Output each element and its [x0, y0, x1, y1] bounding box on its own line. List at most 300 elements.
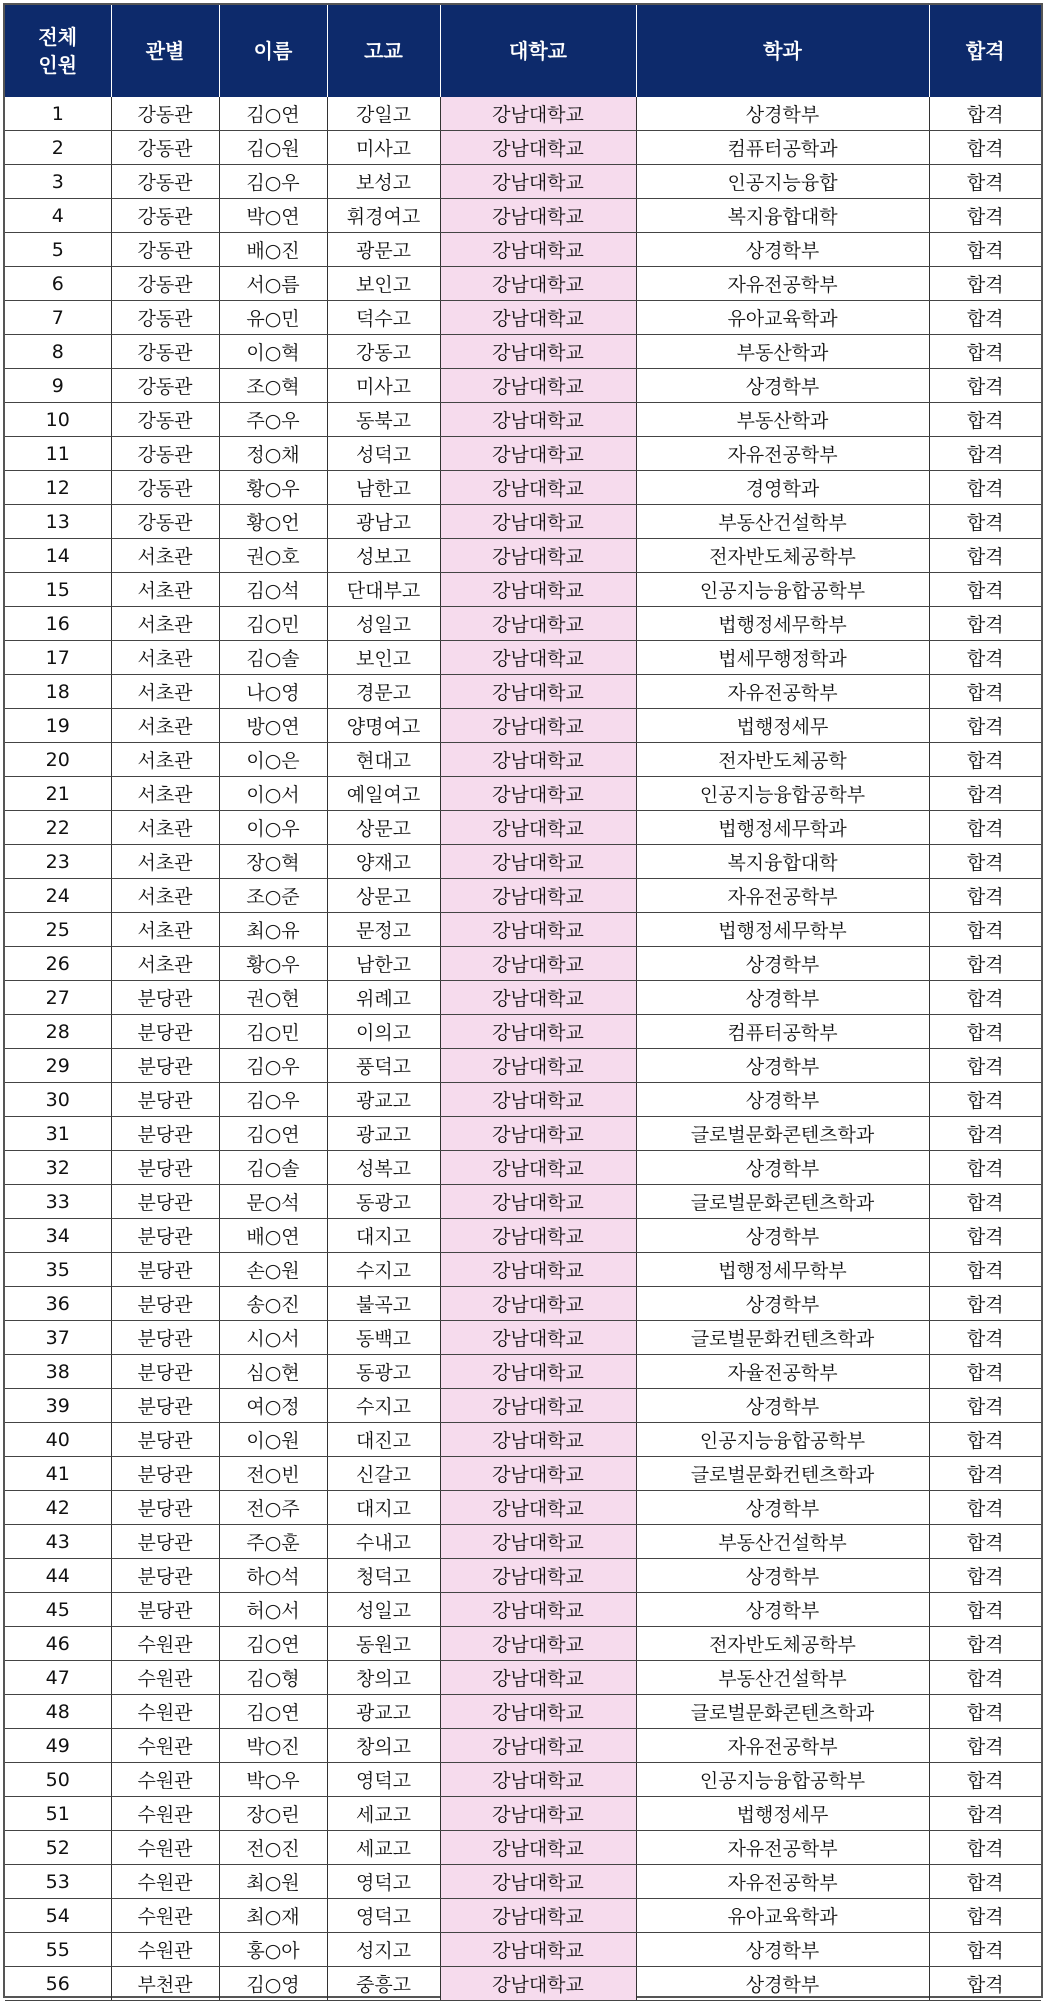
row-number: 51	[5, 1797, 111, 1831]
row-number: 33	[5, 1185, 111, 1219]
student-name: 주○훈	[219, 1525, 327, 1559]
student-name: 배○연	[219, 1219, 327, 1253]
department-cell: 상경학부	[636, 1491, 929, 1525]
result-cell: 합격	[929, 1627, 1041, 1661]
department-cell: 상경학부	[636, 1967, 929, 2001]
row-number: 46	[5, 1627, 111, 1661]
student-name: 조○혁	[219, 369, 327, 403]
student-name: 김○연	[219, 1627, 327, 1661]
high-school-cell: 동광고	[327, 1355, 440, 1389]
row-number: 41	[5, 1457, 111, 1491]
student-name: 이○서	[219, 777, 327, 811]
result-cell: 합격	[929, 1355, 1041, 1389]
high-school-cell: 수지고	[327, 1253, 440, 1287]
high-school-cell: 양명여고	[327, 709, 440, 743]
student-name: 이○우	[219, 811, 327, 845]
table-row	[5, 1219, 1041, 1253]
university-cell: 강남대학교	[440, 1627, 636, 1661]
high-school-cell: 동원고	[327, 1627, 440, 1661]
row-number: 34	[5, 1219, 111, 1253]
university-cell: 강남대학교	[440, 1933, 636, 1967]
department-cell: 글로벌문화콘텐츠학과	[636, 1117, 929, 1151]
table-row	[5, 1729, 1041, 1763]
branch-cell: 강동관	[111, 301, 219, 335]
university-cell: 강남대학교	[440, 437, 636, 471]
table-row	[5, 1287, 1041, 1321]
branch-cell: 서초관	[111, 811, 219, 845]
row-number: 3	[5, 165, 111, 199]
branch-cell: 강동관	[111, 267, 219, 301]
branch-cell: 분당관	[111, 1355, 219, 1389]
result-cell: 합격	[929, 233, 1041, 267]
table-row	[5, 1933, 1041, 1967]
student-name: 주○우	[219, 403, 327, 437]
department-cell: 자유전공학부	[636, 879, 929, 913]
table-header	[5, 5, 1041, 97]
table-row	[5, 879, 1041, 913]
student-name: 송○진	[219, 1287, 327, 1321]
branch-cell: 서초관	[111, 777, 219, 811]
branch-cell: 분당관	[111, 1049, 219, 1083]
result-cell: 합격	[929, 1559, 1041, 1593]
branch-cell: 분당관	[111, 1593, 219, 1627]
department-cell: 자유전공학부	[636, 675, 929, 709]
result-cell: 합격	[929, 1491, 1041, 1525]
department-cell: 법행정세무학부	[636, 1253, 929, 1287]
university-cell: 강남대학교	[440, 1389, 636, 1423]
high-school-cell: 광남고	[327, 505, 440, 539]
result-cell: 합격	[929, 777, 1041, 811]
result-cell: 합격	[929, 1797, 1041, 1831]
branch-cell: 서초관	[111, 879, 219, 913]
university-cell: 강남대학교	[440, 947, 636, 981]
high-school-cell: 동북고	[327, 403, 440, 437]
result-cell: 합격	[929, 1253, 1041, 1287]
high-school-cell: 덕수고	[327, 301, 440, 335]
result-cell: 합격	[929, 505, 1041, 539]
high-school-cell: 불곡고	[327, 1287, 440, 1321]
university-cell: 강남대학교	[440, 539, 636, 573]
high-school-cell: 성일고	[327, 607, 440, 641]
high-school-cell: 광문고	[327, 233, 440, 267]
branch-cell: 분당관	[111, 1253, 219, 1287]
result-cell: 합격	[929, 1219, 1041, 1253]
row-number: 6	[5, 267, 111, 301]
result-cell: 합격	[929, 97, 1041, 131]
row-number: 53	[5, 1865, 111, 1899]
high-school-cell: 대진고	[327, 1423, 440, 1457]
table-row	[5, 505, 1041, 539]
branch-cell: 수원관	[111, 1729, 219, 1763]
department-cell: 글로벌문화컨텐츠학과	[636, 1321, 929, 1355]
university-cell: 강남대학교	[440, 675, 636, 709]
high-school-cell: 세교고	[327, 1797, 440, 1831]
table-row	[5, 437, 1041, 471]
row-number: 26	[5, 947, 111, 981]
row-number: 28	[5, 1015, 111, 1049]
university-cell: 강남대학교	[440, 1049, 636, 1083]
department-cell: 자유전공학부	[636, 1865, 929, 1899]
result-cell: 합격	[929, 675, 1041, 709]
table-row	[5, 165, 1041, 199]
table-row	[5, 743, 1041, 777]
student-name: 황○우	[219, 471, 327, 505]
branch-cell: 분당관	[111, 1321, 219, 1355]
student-name: 최○재	[219, 1899, 327, 1933]
student-name: 박○우	[219, 1763, 327, 1797]
department-cell: 부동산건설학부	[636, 505, 929, 539]
table-row	[5, 1457, 1041, 1491]
table-row	[5, 1355, 1041, 1389]
table-row	[5, 1321, 1041, 1355]
row-number: 21	[5, 777, 111, 811]
department-cell: 상경학부	[636, 947, 929, 981]
table-row	[5, 1491, 1041, 1525]
department-cell: 상경학부	[636, 1933, 929, 1967]
high-school-cell: 풍덕고	[327, 1049, 440, 1083]
student-name: 김○민	[219, 1015, 327, 1049]
branch-cell: 수원관	[111, 1661, 219, 1695]
result-cell: 합격	[929, 1899, 1041, 1933]
university-cell: 강남대학교	[440, 1797, 636, 1831]
high-school-cell: 보성고	[327, 165, 440, 199]
result-cell: 합격	[929, 199, 1041, 233]
row-number: 2	[5, 131, 111, 165]
university-cell: 강남대학교	[440, 403, 636, 437]
result-cell: 합격	[929, 573, 1041, 607]
header-high-school: 고교	[327, 5, 440, 97]
high-school-cell: 영덕고	[327, 1865, 440, 1899]
university-cell: 강남대학교	[440, 1151, 636, 1185]
student-name: 심○현	[219, 1355, 327, 1389]
branch-cell: 서초관	[111, 641, 219, 675]
result-cell: 합격	[929, 845, 1041, 879]
university-cell: 강남대학교	[440, 1525, 636, 1559]
table-row	[5, 1117, 1041, 1151]
branch-cell: 서초관	[111, 743, 219, 777]
department-cell: 글로벌문화콘텐츠학과	[636, 1185, 929, 1219]
result-cell: 합격	[929, 1457, 1041, 1491]
branch-cell: 분당관	[111, 1457, 219, 1491]
header-branch: 관별	[111, 5, 219, 97]
department-cell: 자율전공학부	[636, 1355, 929, 1389]
row-number: 45	[5, 1593, 111, 1627]
student-name: 최○원	[219, 1865, 327, 1899]
department-cell: 상경학부	[636, 1389, 929, 1423]
university-cell: 강남대학교	[440, 1083, 636, 1117]
student-name: 전○빈	[219, 1457, 327, 1491]
student-name: 김○솔	[219, 641, 327, 675]
table-row	[5, 1423, 1041, 1457]
table-row	[5, 1967, 1041, 2001]
student-name: 나○영	[219, 675, 327, 709]
branch-cell: 부천관	[111, 1967, 219, 2001]
table-row	[5, 1185, 1041, 1219]
table-row	[5, 369, 1041, 403]
table-row	[5, 777, 1041, 811]
result-cell: 합격	[929, 607, 1041, 641]
table-row	[5, 199, 1041, 233]
row-number: 36	[5, 1287, 111, 1321]
student-name: 조○준	[219, 879, 327, 913]
row-number: 38	[5, 1355, 111, 1389]
university-cell: 강남대학교	[440, 1185, 636, 1219]
high-school-cell: 창의고	[327, 1729, 440, 1763]
university-cell: 강남대학교	[440, 1559, 636, 1593]
table-row	[5, 233, 1041, 267]
result-cell: 합격	[929, 403, 1041, 437]
result-cell: 합격	[929, 1049, 1041, 1083]
department-cell: 법행정세무	[636, 1797, 929, 1831]
row-number: 55	[5, 1933, 111, 1967]
university-cell: 강남대학교	[440, 1865, 636, 1899]
result-cell: 합격	[929, 1933, 1041, 1967]
department-cell: 인공지능융합공학부	[636, 1423, 929, 1457]
table-row	[5, 1593, 1041, 1627]
branch-cell: 서초관	[111, 947, 219, 981]
student-name: 김○석	[219, 573, 327, 607]
department-cell: 전자반도체공학부	[636, 1627, 929, 1661]
department-cell: 인공지능융합	[636, 165, 929, 199]
student-name: 허○서	[219, 1593, 327, 1627]
university-cell: 강남대학교	[440, 1015, 636, 1049]
student-name: 김○영	[219, 1967, 327, 2001]
student-name: 유○민	[219, 301, 327, 335]
header-result: 합격	[929, 5, 1041, 97]
header-department: 학과	[636, 5, 929, 97]
department-cell: 유아교육학과	[636, 301, 929, 335]
high-school-cell: 광교고	[327, 1117, 440, 1151]
department-cell: 복지융합대학	[636, 199, 929, 233]
branch-cell: 수원관	[111, 1899, 219, 1933]
branch-cell: 수원관	[111, 1763, 219, 1797]
student-name: 김○민	[219, 607, 327, 641]
student-name: 여○정	[219, 1389, 327, 1423]
table-row	[5, 301, 1041, 335]
result-cell: 합격	[929, 1117, 1041, 1151]
result-cell: 합격	[929, 879, 1041, 913]
row-number: 20	[5, 743, 111, 777]
table-row	[5, 675, 1041, 709]
table-row	[5, 981, 1041, 1015]
result-cell: 합격	[929, 267, 1041, 301]
table-row	[5, 811, 1041, 845]
department-cell: 상경학부	[636, 233, 929, 267]
university-cell: 강남대학교	[440, 1661, 636, 1695]
university-cell: 강남대학교	[440, 845, 636, 879]
branch-cell: 분당관	[111, 1015, 219, 1049]
branch-cell: 강동관	[111, 505, 219, 539]
branch-cell: 수원관	[111, 1627, 219, 1661]
row-number: 15	[5, 573, 111, 607]
branch-cell: 서초관	[111, 913, 219, 947]
row-number: 42	[5, 1491, 111, 1525]
branch-cell: 서초관	[111, 845, 219, 879]
university-cell: 강남대학교	[440, 233, 636, 267]
row-number: 32	[5, 1151, 111, 1185]
student-name: 권○현	[219, 981, 327, 1015]
student-name: 시○서	[219, 1321, 327, 1355]
student-name: 김○원	[219, 131, 327, 165]
branch-cell: 강동관	[111, 471, 219, 505]
student-name: 황○우	[219, 947, 327, 981]
university-cell: 강남대학교	[440, 1117, 636, 1151]
table-row	[5, 1525, 1041, 1559]
high-school-cell: 광교고	[327, 1083, 440, 1117]
department-cell: 자유전공학부	[636, 1729, 929, 1763]
table-row	[5, 1559, 1041, 1593]
header-university: 대학교	[440, 5, 636, 97]
row-number: 16	[5, 607, 111, 641]
university-cell: 강남대학교	[440, 301, 636, 335]
result-cell: 합격	[929, 1967, 1041, 2001]
high-school-cell: 신갈고	[327, 1457, 440, 1491]
branch-cell: 강동관	[111, 131, 219, 165]
row-number: 7	[5, 301, 111, 335]
branch-cell: 강동관	[111, 233, 219, 267]
row-number: 35	[5, 1253, 111, 1287]
branch-cell: 분당관	[111, 1423, 219, 1457]
branch-cell: 수원관	[111, 1933, 219, 1967]
student-name: 장○린	[219, 1797, 327, 1831]
table-row	[5, 913, 1041, 947]
branch-cell: 분당관	[111, 981, 219, 1015]
branch-cell: 분당관	[111, 1389, 219, 1423]
row-number: 47	[5, 1661, 111, 1695]
table-row	[5, 97, 1041, 131]
table-row	[5, 1797, 1041, 1831]
student-name: 이○은	[219, 743, 327, 777]
university-cell: 강남대학교	[440, 709, 636, 743]
table-row	[5, 403, 1041, 437]
high-school-cell: 강일고	[327, 97, 440, 131]
university-cell: 강남대학교	[440, 1899, 636, 1933]
row-number: 49	[5, 1729, 111, 1763]
header-total-count: 전체 인원	[5, 5, 111, 97]
row-number: 10	[5, 403, 111, 437]
row-number: 1	[5, 97, 111, 131]
result-cell: 합격	[929, 539, 1041, 573]
department-cell: 자유전공학부	[636, 267, 929, 301]
student-name: 박○연	[219, 199, 327, 233]
row-number: 54	[5, 1899, 111, 1933]
department-cell: 인공지능융합공학부	[636, 1763, 929, 1797]
table-row	[5, 1627, 1041, 1661]
row-number: 40	[5, 1423, 111, 1457]
row-number: 39	[5, 1389, 111, 1423]
row-number: 25	[5, 913, 111, 947]
student-name: 방○연	[219, 709, 327, 743]
row-number: 50	[5, 1763, 111, 1797]
student-name: 김○연	[219, 1117, 327, 1151]
high-school-cell: 남한고	[327, 947, 440, 981]
high-school-cell: 동백고	[327, 1321, 440, 1355]
university-cell: 강남대학교	[440, 97, 636, 131]
student-name: 이○혁	[219, 335, 327, 369]
high-school-cell: 광교고	[327, 1695, 440, 1729]
high-school-cell: 양재고	[327, 845, 440, 879]
admission-results-table	[5, 5, 1041, 2001]
student-name: 황○언	[219, 505, 327, 539]
high-school-cell: 미사고	[327, 131, 440, 165]
result-cell: 합격	[929, 1593, 1041, 1627]
university-cell: 강남대학교	[440, 1967, 636, 2001]
department-cell: 법행정세무학부	[636, 607, 929, 641]
table-row	[5, 1695, 1041, 1729]
student-name: 권○호	[219, 539, 327, 573]
row-number: 17	[5, 641, 111, 675]
branch-cell: 수원관	[111, 1797, 219, 1831]
table-row	[5, 1049, 1041, 1083]
department-cell: 글로벌문화컨텐츠학과	[636, 1457, 929, 1491]
branch-cell: 수원관	[111, 1865, 219, 1899]
student-name: 정○채	[219, 437, 327, 471]
high-school-cell: 예일여고	[327, 777, 440, 811]
branch-cell: 강동관	[111, 199, 219, 233]
department-cell: 법행정세무학부	[636, 913, 929, 947]
student-name: 홍○아	[219, 1933, 327, 1967]
high-school-cell: 대지고	[327, 1219, 440, 1253]
table-row	[5, 131, 1041, 165]
high-school-cell: 영덕고	[327, 1899, 440, 1933]
department-cell: 법행정세무학과	[636, 811, 929, 845]
row-number: 44	[5, 1559, 111, 1593]
result-cell: 합격	[929, 1729, 1041, 1763]
result-cell: 합격	[929, 1015, 1041, 1049]
high-school-cell: 휘경여고	[327, 199, 440, 233]
university-cell: 강남대학교	[440, 1491, 636, 1525]
row-number: 22	[5, 811, 111, 845]
department-cell: 자유전공학부	[636, 1831, 929, 1865]
table-row	[5, 1831, 1041, 1865]
department-cell: 법행정세무	[636, 709, 929, 743]
row-number: 9	[5, 369, 111, 403]
table-row	[5, 1661, 1041, 1695]
result-cell: 합격	[929, 471, 1041, 505]
department-cell: 유아교육학과	[636, 1899, 929, 1933]
result-cell: 합격	[929, 1321, 1041, 1355]
row-number: 4	[5, 199, 111, 233]
result-cell: 합격	[929, 709, 1041, 743]
student-name: 김○형	[219, 1661, 327, 1695]
row-number: 24	[5, 879, 111, 913]
result-cell: 합격	[929, 1151, 1041, 1185]
department-cell: 컴퓨터공학부	[636, 1015, 929, 1049]
high-school-cell: 상문고	[327, 811, 440, 845]
branch-cell: 강동관	[111, 403, 219, 437]
row-number: 56	[5, 1967, 111, 2001]
branch-cell: 분당관	[111, 1151, 219, 1185]
table-row	[5, 845, 1041, 879]
university-cell: 강남대학교	[440, 1321, 636, 1355]
high-school-cell: 중흥고	[327, 1967, 440, 2001]
high-school-cell: 대지고	[327, 1491, 440, 1525]
high-school-cell: 성덕고	[327, 437, 440, 471]
university-cell: 강남대학교	[440, 1253, 636, 1287]
table-row	[5, 471, 1041, 505]
high-school-cell: 위례고	[327, 981, 440, 1015]
branch-cell: 분당관	[111, 1117, 219, 1151]
high-school-cell: 미사고	[327, 369, 440, 403]
table-row	[5, 1389, 1041, 1423]
header-name: 이름	[219, 5, 327, 97]
high-school-cell: 성복고	[327, 1151, 440, 1185]
university-cell: 강남대학교	[440, 1219, 636, 1253]
table-row	[5, 607, 1041, 641]
university-cell: 강남대학교	[440, 165, 636, 199]
branch-cell: 분당관	[111, 1491, 219, 1525]
department-cell: 부동산건설학부	[636, 1525, 929, 1559]
